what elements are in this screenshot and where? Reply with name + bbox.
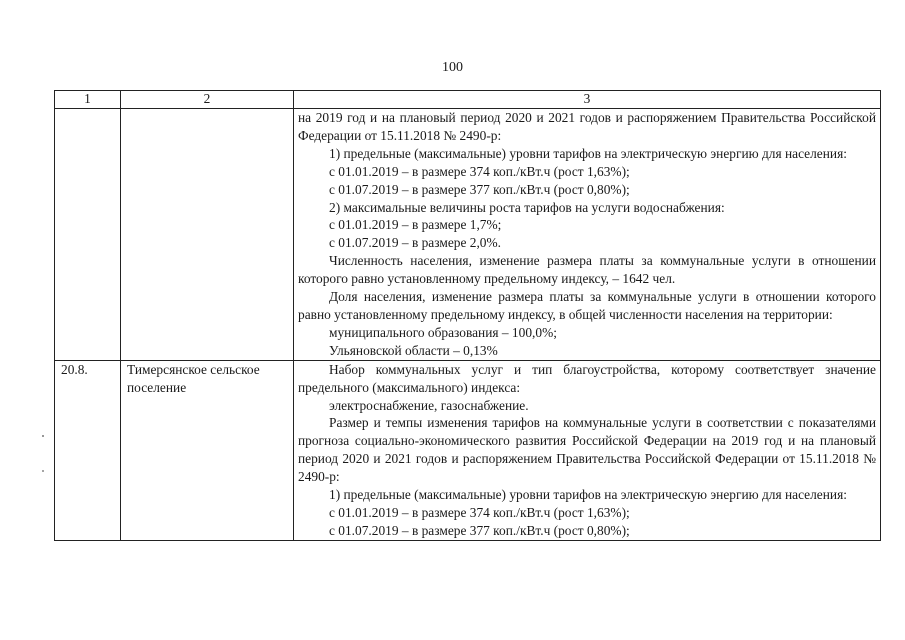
- column-header-3: 3: [294, 91, 881, 109]
- row-name-cell: Тимерсянское сельское поселение: [121, 360, 294, 540]
- paragraph: с 01.07.2019 – в размере 377 коп./кВт.ч (рост 0,80%);: [329, 181, 630, 197]
- table-header-row: [55, 91, 881, 109]
- paragraph: с 01.07.2019 – в размере 377 коп./кВт.ч (рост 0,80%);: [329, 522, 630, 538]
- paragraph: электроснабжение, газоснабжение.: [329, 397, 529, 413]
- paragraph: Размер и темпы изменения тарифов на коммунальные услуги в соответствии с показателями прогноза социально-экономического развития Российской Федерации на 2019 год и на плановый период 2020 и 2021 годов и распоряжением Правительства Российской Федерации от 15.11.2018 № 2490-р:: [298, 415, 876, 485]
- paragraph: муниципального образования – 100,0%;: [329, 324, 557, 340]
- paragraph: Набор коммунальных услуг и тип благоустройства, которому соответствует значение предельного (максимального) индекса:: [298, 361, 876, 395]
- row-number-cell: 20.8.: [55, 360, 121, 540]
- paragraph: с 01.01.2019 – в размере 374 коп./кВт.ч (рост 1,63%);: [329, 504, 630, 520]
- table-row: [55, 360, 881, 540]
- scan-dot: [42, 470, 44, 472]
- paragraph: 1) предельные (максимальные) уровни тарифов на электрическую энергию для населения:: [329, 145, 847, 161]
- paragraph: 1) предельные (максимальные) уровни тарифов на электрическую энергию для населения:: [329, 487, 847, 503]
- paragraph: Ульяновской области – 0,13%: [329, 342, 498, 358]
- scan-dot: [42, 435, 44, 437]
- row-number-cell: [55, 109, 121, 361]
- paragraph: с 01.01.2019 – в размере 374 коп./кВт.ч (рост 1,63%);: [329, 163, 630, 179]
- paragraph: с 01.01.2019 – в размере 1,7%;: [329, 217, 502, 233]
- row-text-cell: [294, 360, 881, 540]
- table-row-continued: [55, 109, 881, 361]
- row-name-cell: [121, 109, 294, 361]
- paragraph: Доля населения, изменение размера платы за коммунальные услуги в отношении которого равно установленному предельному индексу, в общей численности населения на территории:: [298, 289, 876, 322]
- row-text-cell: [294, 109, 881, 361]
- paragraph: на 2019 год и на плановый период 2020 и 2021 годов и распоряжением Правительства Российской Федерации от 15.11.2018 № 2490-р:: [298, 110, 876, 143]
- paragraph: с 01.07.2019 – в размере 2,0%.: [329, 235, 501, 251]
- column-header-2: 2: [121, 91, 294, 109]
- document-table: [54, 90, 881, 541]
- paragraph: Численность населения, изменение размера платы за коммунальные услуги в отношении которого равно установленному предельному индексу, – 1642 чел.: [298, 253, 876, 287]
- column-header-1: 1: [55, 91, 121, 109]
- paragraph: 2) максимальные величины роста тарифов на услуги водоснабжения:: [329, 199, 725, 215]
- page-number: 100: [442, 60, 463, 75]
